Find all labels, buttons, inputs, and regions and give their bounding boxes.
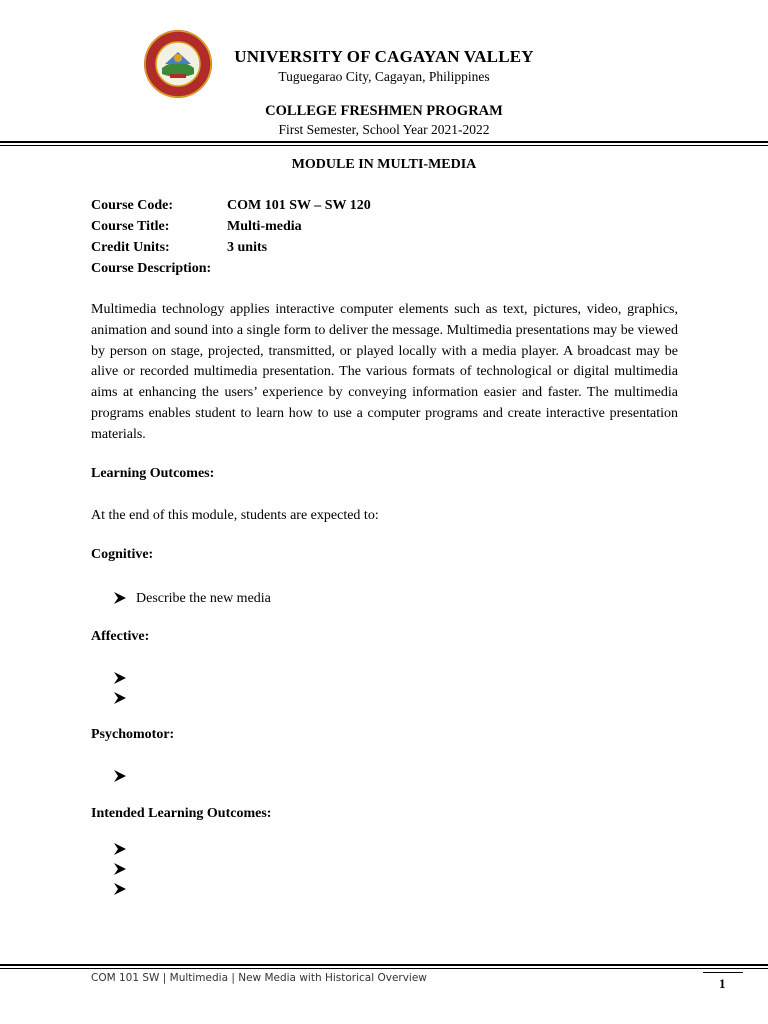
- footer-divider-thin: [0, 968, 768, 969]
- header-divider-thick: [0, 141, 768, 143]
- course-title-value: Multi-media: [227, 219, 302, 234]
- semester-line: First Semester, School Year 2021-2022: [278, 122, 490, 137]
- cognitive-heading: Cognitive:: [91, 547, 154, 562]
- university-seal-logo: [138, 28, 218, 100]
- course-code-value: COM 101 SW – SW 120: [227, 198, 371, 213]
- intended-learning-outcomes-heading: Intended Learning Outcomes:: [91, 806, 272, 821]
- page-number-rule: [703, 972, 743, 973]
- arrow-bullet-icon: [113, 691, 127, 705]
- cognitive-item: Describe the new media: [136, 591, 271, 606]
- module-title: MODULE IN MULTI-MEDIA: [291, 157, 477, 172]
- university-name: UNIVERSITY OF CAGAYAN VALLEY: [234, 47, 534, 66]
- psychomotor-heading: Psychomotor:: [91, 727, 175, 742]
- learning-outcomes-intro: At the end of this module, students are expected to:: [91, 508, 379, 523]
- footer-course-info: COM 101 SW | Multimedia | New Media with Historical Overview: [91, 972, 427, 984]
- footer-divider-thick: [0, 964, 768, 966]
- arrow-bullet-icon: [113, 882, 127, 896]
- arrow-bullet-icon: [113, 862, 127, 876]
- arrow-bullet-icon: [113, 591, 127, 605]
- course-code-label: Course Code:: [91, 198, 174, 213]
- header-divider-thin: [0, 145, 768, 146]
- learning-outcomes-heading: Learning Outcomes:: [91, 466, 215, 481]
- university-location: Tuguegarao City, Cagayan, Philippines: [278, 69, 490, 84]
- program-title: COLLEGE FRESHMEN PROGRAM: [265, 103, 503, 119]
- course-description-label: Course Description:: [91, 261, 212, 276]
- arrow-bullet-icon: [113, 769, 127, 783]
- page-number: 1: [719, 976, 726, 991]
- credit-units-label: Credit Units:: [91, 240, 170, 255]
- affective-heading: Affective:: [91, 629, 150, 644]
- course-title-label: Course Title:: [91, 219, 170, 234]
- arrow-bullet-icon: [113, 671, 127, 685]
- arrow-bullet-icon: [113, 842, 127, 856]
- credit-units-value: 3 units: [227, 240, 268, 255]
- course-description-paragraph: Multimedia technology applies interactive computer elements such as text, pictures, video, graphics, animation and sound into a single form to deliver the message. Multimedia presentations may be viewed by person on stage, projected, transmitted, or played locally with a media player. A broadcast may be alive or recorded multimedia presentation. The various formats of technological or digital multimedia aims at enhancing the users’ experience by conveying information easier and faster. The multimedia programs enables student to learn how to use a computer programs and create interactive presentation materials.: [91, 302, 678, 442]
